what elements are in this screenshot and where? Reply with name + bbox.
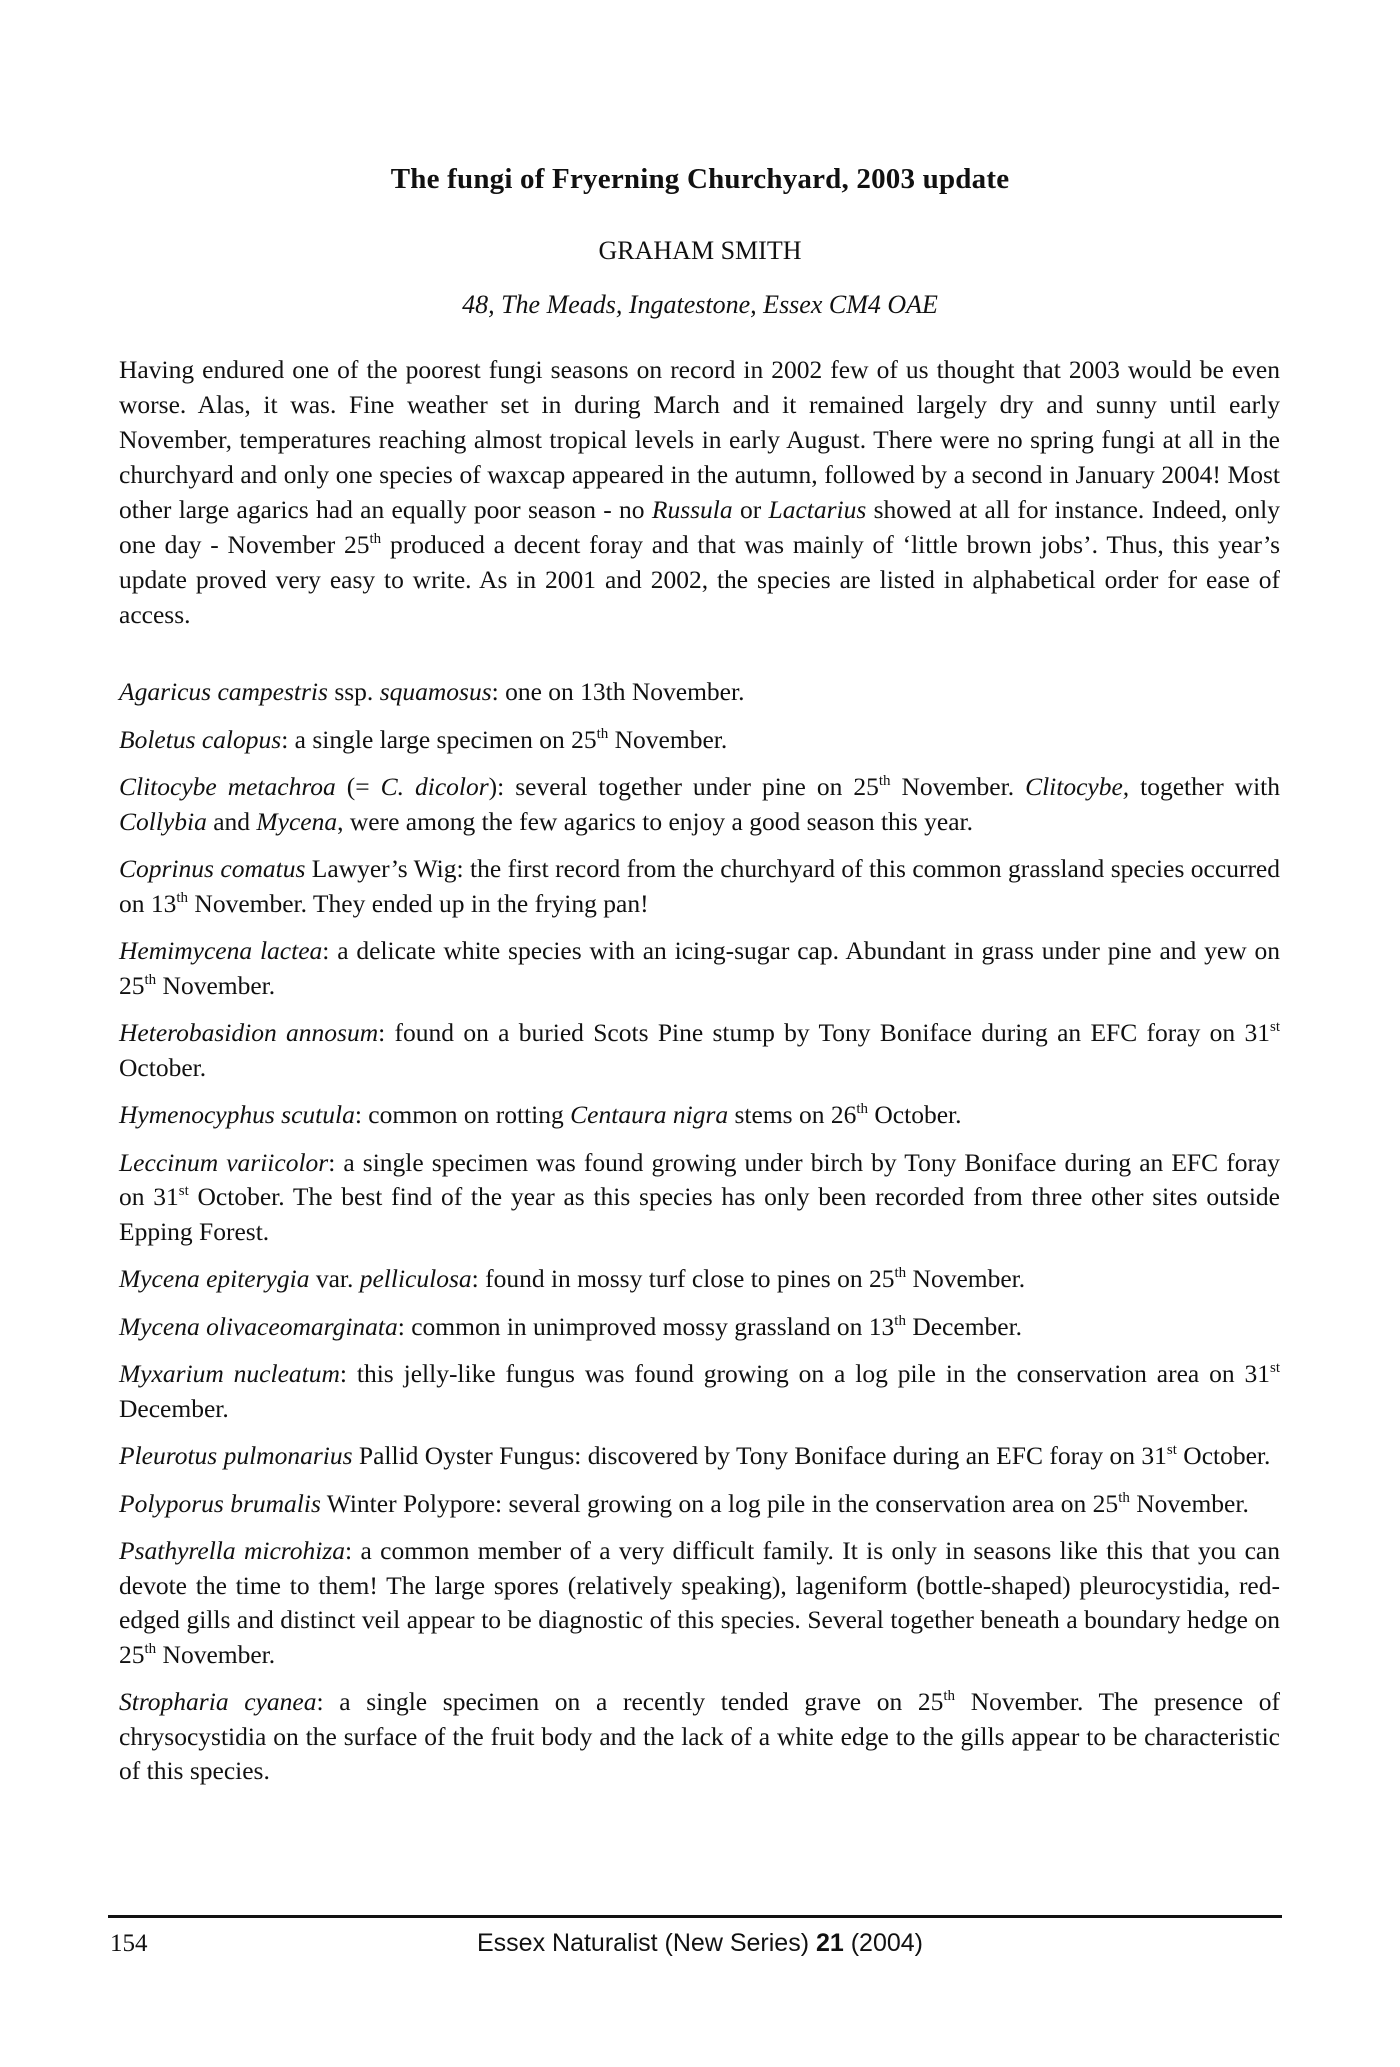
- species-entry: [119, 1534, 1280, 1672]
- text-run: October.: [1176, 1441, 1271, 1470]
- text-run: November.: [156, 970, 276, 1000]
- italic-run: Mycena olivaceomarginata: [119, 1311, 398, 1341]
- italic-run: Russula: [651, 495, 733, 524]
- species-entry: [119, 1016, 1280, 1085]
- species-entry: [119, 1262, 1280, 1297]
- text-run: December.: [119, 1393, 229, 1423]
- text-run: : found in mossy turf close to pines on 25: [471, 1264, 895, 1293]
- italic-run: Boletus calopus: [119, 724, 282, 754]
- italic-run: Polyporus brumalis: [119, 1488, 321, 1518]
- italic-run: Agaricus campestris: [119, 677, 328, 706]
- ordinal-suffix: st: [1166, 1442, 1177, 1458]
- italic-run: Mycena epiterygia: [119, 1264, 310, 1293]
- italic-run: Myxarium nucleatum: [119, 1359, 340, 1388]
- ordinal-suffix: th: [369, 531, 382, 547]
- text-run: November.: [1129, 1488, 1249, 1518]
- ordinal-suffix: th: [1118, 1489, 1130, 1506]
- text-run: ssp.: [327, 677, 380, 706]
- text-run: November.: [608, 724, 728, 754]
- text-run: October. The best find of the year as this species has only been recorded from three other sites outside Epping Forest.: [119, 1182, 1280, 1246]
- ordinal-suffix: th: [856, 1101, 869, 1117]
- text-run: and: [206, 806, 257, 836]
- text-run: (=: [335, 772, 381, 801]
- volume-number: 21: [815, 1929, 844, 1957]
- italic-run: Heterobasidion annosum: [119, 1018, 379, 1047]
- italic-run: C. dicolor: [380, 772, 489, 801]
- ordinal-suffix: th: [596, 725, 609, 742]
- text-run: December.: [905, 1311, 1023, 1341]
- text-run: October.: [868, 1100, 962, 1129]
- species-entry: [119, 770, 1280, 839]
- ordinal-suffix: st: [1269, 1360, 1280, 1376]
- footer-rule: [108, 1915, 1282, 1918]
- author-name: GRAHAM SMITH: [598, 236, 802, 265]
- species-entry: [119, 1310, 1280, 1345]
- species-entry: [119, 852, 1280, 921]
- text-run: : a common member of a very difficult family. It is only in seasons like this that you can devote the time to them! The large spores (relatively speaking), lageniform (bottle-shaped) pleurocystidia, red-edged gills and distinct veil appear to be diagnostic of this species. Several together beneath a boundary hedge on 25: [119, 1536, 1281, 1669]
- ordinal-suffix: th: [878, 773, 891, 789]
- author-address: 48, The Meads, Ingatestone, Essex CM4 OAE: [462, 290, 938, 319]
- running-footer: [0, 1929, 1400, 1958]
- text-run: November.: [890, 772, 1026, 801]
- italic-run: Collybia: [119, 806, 207, 836]
- text-run: Lawyer’s Wig: the first record from the churchyard of this common grassland species occurred on 13: [119, 854, 1280, 918]
- ordinal-suffix: th: [176, 889, 189, 906]
- text-run: : one on 13th November.: [491, 677, 745, 706]
- text-run: November. They ended up in the frying pan!: [188, 888, 649, 918]
- ordinal-suffix: st: [1270, 1019, 1281, 1035]
- text-run: : found on a buried Scots Pine stump by Tony Boniface during an EFC foray on 31: [378, 1018, 1270, 1047]
- text-run: produced a decent foray and that was mainly of ‘little brown jobs’. Thus, this year’s update proved very easy to write. As in 2001 and 2002, the species are listed in alphabetical order for ease of access.: [119, 530, 1280, 629]
- intro-paragraph: [119, 352, 1280, 632]
- journal-name: Essex Naturalist (New Series): [476, 1929, 816, 1957]
- text-run: : common on rotting: [354, 1100, 571, 1129]
- text-run: : this jelly-like fungus was found growing on a log pile in the conservation area on 31: [339, 1359, 1270, 1388]
- species-entry: [119, 1357, 1280, 1426]
- species-entry: [119, 1487, 1280, 1522]
- species-entry: [119, 1098, 1280, 1133]
- italic-run: Mycena: [256, 806, 338, 836]
- italic-run: Stropharia cyanea: [119, 1687, 317, 1716]
- italic-run: squamosus: [379, 677, 492, 706]
- species-entry: [119, 1146, 1280, 1250]
- text-run: showed at all for instance. Indeed, only one day - November 25: [119, 495, 1281, 559]
- italic-run: Lactarius: [768, 495, 867, 524]
- page-number: 154: [110, 1930, 148, 1957]
- text-run: stems on 26: [728, 1100, 857, 1129]
- species-entry: [119, 723, 1280, 758]
- species-list: [119, 675, 1280, 1802]
- species-entry: [119, 1685, 1280, 1789]
- text-run: November.: [156, 1639, 276, 1669]
- text-run: Pallid Oyster Fungus: discovered by Tony Boniface during an EFC foray on 31: [352, 1441, 1167, 1470]
- text-run: : common in unimproved mossy grassland on 13: [397, 1311, 895, 1341]
- text-run: November.: [906, 1264, 1026, 1293]
- species-entry: [119, 934, 1280, 1003]
- text-run: together with: [1129, 772, 1280, 801]
- italic-run: pelliculosa: [359, 1264, 472, 1293]
- text-run: : a delicate white species with an icing-sugar cap. Abundant in grass under pine and yew on 25: [119, 936, 1280, 1000]
- italic-run: Hymenocyphus scutula: [119, 1100, 355, 1129]
- ordinal-suffix: th: [894, 1265, 907, 1281]
- italic-run: Centaura nigra: [570, 1100, 729, 1129]
- text-run: var.: [309, 1264, 360, 1293]
- text-run: , were among the few agarics to enjoy a good season this year.: [337, 806, 974, 836]
- text-run: Winter Polypore: several growing on a log pile in the conservation area on 25: [320, 1488, 1119, 1518]
- text-run: November. The presence of chrysocystidia on the surface of the fruit body and the lack of a white edge to the gills appear to be characteristic of this species.: [119, 1687, 1280, 1785]
- species-entry: [119, 675, 1280, 710]
- ordinal-suffix: th: [894, 1312, 906, 1329]
- journal-year: (2004): [843, 1929, 923, 1957]
- text-run: Having endured one of the poorest fungi seasons on record in 2002 few of us thought that 2003 would be even worse. Alas, it was. Fine weather set in during March and it remained largely dry and sunny until early November, temperatures reaching almost tropical levels in early August. There were no spring fungi at all in the churchyard and only one species of waxcap appeared in the autumn, followed by a second in January 2004! Most other large agarics had an equally poor season - no: [119, 355, 1280, 524]
- italic-run: Coprinus comatus: [119, 854, 306, 883]
- text-run: : a single large specimen on 25: [281, 724, 597, 754]
- italic-run: Hemimycena lactea: [119, 936, 323, 965]
- ordinal-suffix: th: [943, 1688, 956, 1704]
- italic-run: Clitocybe,: [1025, 772, 1130, 801]
- text-run: or: [732, 495, 769, 524]
- ordinal-suffix: th: [144, 1640, 157, 1657]
- text-run: October.: [119, 1052, 207, 1082]
- text-run: : a single specimen on a recently tended grave on 25: [316, 1687, 944, 1716]
- italic-run: Clitocybe metachroa: [119, 772, 336, 801]
- ordinal-suffix: st: [178, 1183, 189, 1199]
- italic-run: Psathyrella microhiza: [119, 1536, 346, 1565]
- text-run: : a single specimen was found growing under birch by Tony Boniface during an EFC foray on 31: [119, 1147, 1281, 1211]
- italic-run: Pleurotus pulmonarius: [119, 1441, 353, 1470]
- text-run: ): several together under pine on 25: [488, 772, 879, 801]
- species-entry: [119, 1439, 1280, 1474]
- ordinal-suffix: th: [144, 971, 157, 988]
- article-title: The fungi of Fryerning Churchyard, 2003 update: [390, 163, 1010, 195]
- italic-run: Leccinum variicolor: [119, 1147, 329, 1177]
